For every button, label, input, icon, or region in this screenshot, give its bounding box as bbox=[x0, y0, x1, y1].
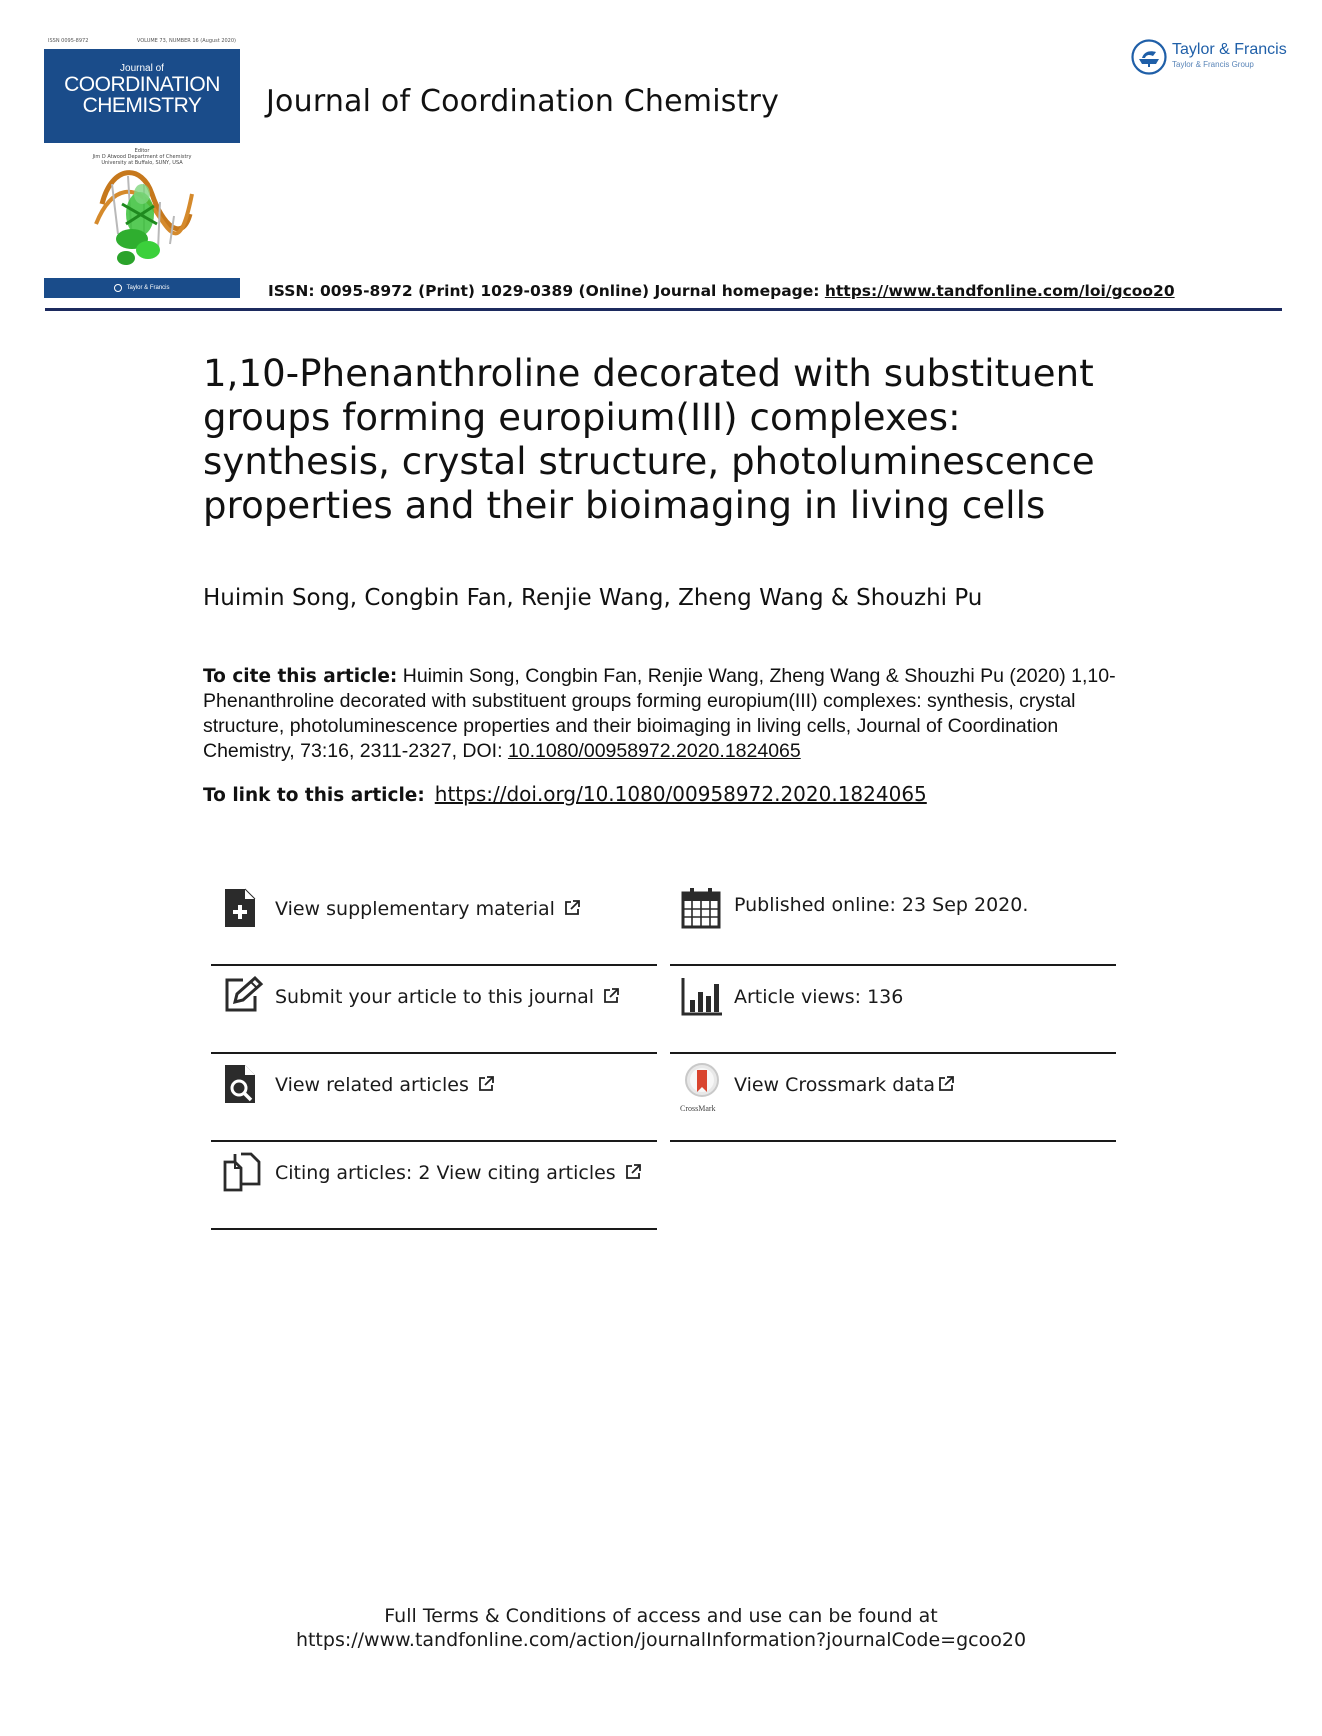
journal-cover bbox=[44, 38, 240, 300]
cover-big-title bbox=[44, 74, 240, 116]
cover-big-title-line2: CHEMISTRY bbox=[82, 94, 202, 117]
external-link-icon bbox=[937, 1075, 955, 1093]
publisher-logo-subtitle: Taylor & Francis Group bbox=[1172, 60, 1254, 69]
cover-publisher-logo-icon bbox=[114, 284, 122, 292]
documents-icon bbox=[221, 1150, 265, 1194]
terms-footer bbox=[0, 1604, 1322, 1652]
cover-volume: VOLUME 73, NUMBER 16 (August 2020) bbox=[136, 38, 236, 44]
cover-publisher: Taylor & Francis bbox=[126, 285, 170, 291]
article-link bbox=[203, 782, 927, 806]
article-doi-url[interactable]: https://doi.org/10.1080/00958972.2020.1824065 bbox=[434, 782, 927, 806]
related-articles-label: View related articles bbox=[275, 1074, 469, 1096]
publisher-logo[interactable] bbox=[1128, 38, 1288, 78]
citing-articles-label: Citing articles: 2 View citing articles bbox=[275, 1162, 616, 1184]
article-title-line: 1,10-Phenanthroline decorated with substituent bbox=[203, 352, 1094, 395]
article-title bbox=[203, 352, 1103, 528]
bar-chart-icon bbox=[680, 974, 724, 1018]
crossmark-logo-text: CrossMark bbox=[680, 1104, 716, 1113]
crossmark-link[interactable] bbox=[734, 1074, 955, 1096]
crossmark-label: View Crossmark data bbox=[734, 1074, 936, 1096]
header-rule bbox=[45, 308, 1282, 311]
cover-big-title-line1: COORDINATION bbox=[64, 73, 220, 96]
terms-url[interactable]: https://www.tandfonline.com/action/journalInformation?journalCode=gcoo20 bbox=[295, 1629, 1027, 1651]
citation bbox=[203, 664, 1143, 764]
crossmark-item[interactable] bbox=[670, 1054, 1116, 1142]
article-views-text: Article views: 136 bbox=[734, 986, 904, 1008]
citing-articles-link[interactable] bbox=[275, 1162, 642, 1184]
citation-doi-link[interactable]: 10.1080/00958972.2020.1824065 bbox=[507, 740, 801, 762]
divider bbox=[670, 1140, 1116, 1142]
cover-publisher-band bbox=[44, 278, 240, 298]
submit-article-label: Submit your article to this journal bbox=[275, 986, 595, 1008]
external-link-icon bbox=[563, 899, 581, 917]
citing-articles-item[interactable] bbox=[211, 1142, 657, 1230]
article-title-line: synthesis, crystal structure, photoluminescence bbox=[203, 440, 1095, 483]
supplementary-material-link[interactable] bbox=[275, 898, 581, 920]
cover-header-strip bbox=[44, 38, 240, 47]
related-articles-link[interactable] bbox=[275, 1074, 495, 1096]
issn-line bbox=[268, 282, 1175, 300]
citation-text: Huimin Song, Congbin Fan, Renjie Wang, Zheng Wang & Shouzhi Pu (2020) 1,10-Phenanthroline decorated with substituent groups forming europium(III) complexes: synthesis, crystal structure, photoluminescence properties and their bioimaging in living cells, Journal of Coordination Chemistry, 73:16, 2311-2327, DOI: bbox=[203, 665, 1116, 762]
article-title-line: groups forming europium(III) complexes: bbox=[203, 396, 961, 439]
supplementary-material-item[interactable] bbox=[211, 878, 657, 966]
cover-title-band bbox=[44, 49, 240, 143]
article-views-item bbox=[670, 966, 1116, 1054]
taylor-francis-logo-icon bbox=[1130, 38, 1168, 76]
journal-homepage-link[interactable]: https://www.tandfonline.com/loi/gcoo20 bbox=[824, 282, 1175, 300]
supplementary-material-label: View supplementary material bbox=[275, 898, 555, 920]
cover-issn: ISSN 0095-8972 bbox=[48, 38, 89, 44]
submit-article-item[interactable] bbox=[211, 966, 657, 1054]
calendar-icon bbox=[680, 886, 724, 930]
external-link-icon bbox=[602, 987, 620, 1005]
published-online-item bbox=[670, 878, 1116, 966]
molecule-illustration bbox=[82, 154, 202, 274]
published-online-text: Published online: 23 Sep 2020. bbox=[734, 894, 1029, 916]
crossmark-icon bbox=[680, 1062, 724, 1106]
external-link-icon bbox=[477, 1075, 495, 1093]
file-plus-icon bbox=[221, 886, 265, 930]
external-link-icon bbox=[624, 1163, 642, 1181]
article-link-lead: To link to this article: bbox=[203, 785, 425, 806]
article-authors: Huimin Song, Congbin Fan, Renjie Wang, Zheng Wang & Shouzhi Pu bbox=[203, 585, 983, 611]
cover-editor: Editor Jim D Atwood Department of Chemistry University at Buffalo, SUNY, USA bbox=[92, 148, 192, 166]
terms-text: Full Terms & Conditions of access and use can be found at bbox=[384, 1605, 938, 1627]
submit-article-link[interactable] bbox=[275, 986, 620, 1008]
cover-small-title: Journal of bbox=[120, 63, 164, 74]
issn-text: ISSN: 0095-8972 (Print) 1029-0389 (Online) Journal homepage: bbox=[268, 282, 825, 300]
divider bbox=[211, 1228, 657, 1230]
publisher-logo-title: Taylor & Francis bbox=[1172, 41, 1287, 58]
citation-lead: To cite this article: bbox=[203, 666, 398, 687]
journal-name: Journal of Coordination Chemistry bbox=[266, 84, 780, 119]
search-document-icon bbox=[221, 1062, 265, 1106]
article-title-line: properties and their bioimaging in living cells bbox=[203, 484, 1046, 527]
edit-icon bbox=[221, 974, 265, 1018]
related-articles-item[interactable] bbox=[211, 1054, 657, 1142]
